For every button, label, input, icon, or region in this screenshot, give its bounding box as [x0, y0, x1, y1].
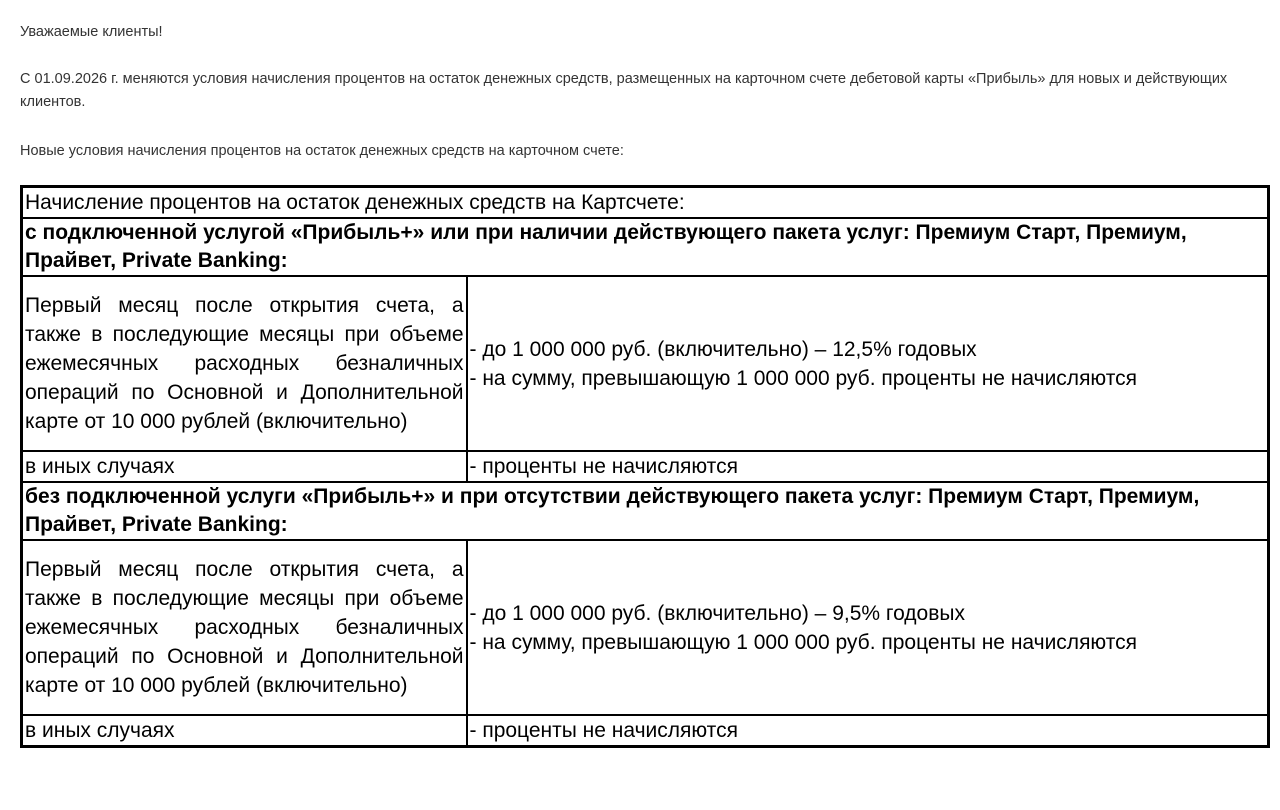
greeting-text: Уважаемые клиенты! [20, 24, 163, 40]
section-title-without-service: без подключенной услуги «Прибыль+» и при отсутствии действующего пакета услуг: Премиум Старт, Премиум, Прайвет, Private Banking: [22, 482, 1269, 540]
section-title-row [22, 218, 1269, 276]
table-header-cell: Начисление процентов на остаток денежных средств на Картсчете: [22, 187, 1269, 219]
interest-conditions-table [20, 185, 1270, 748]
table-row [22, 276, 1269, 451]
notice-text: С 01.09.2026 г. меняются условия начисления процентов на остаток денежных средств, размещенных на карточном счете дебетовой карты «Прибыль» для новых и действующих клиентов. [20, 71, 1228, 110]
condition-cell: Первый месяц после открытия счета, а также в последующие месяцы при объеме ежемесячных расходных безналичных операций по Основной и Дополнительной карте от 10 000 рублей (включительно) [22, 276, 467, 451]
terms-line-rate: - до 1 000 000 руб. (включительно) – 9,5% годовых [469, 601, 965, 625]
section-title-with-service: с подключенной услугой «Прибыль+» или при наличии действующего пакета услуг: Премиум Старт, Премиум, Прайвет, Private Banking: [22, 218, 1269, 276]
other-cases-terms-cell: - проценты не начисляются [467, 451, 1269, 482]
terms-cell [467, 540, 1269, 715]
other-cases-cell: в иных случаях [22, 451, 467, 482]
terms-line-excess: - на сумму, превышающую 1 000 000 руб. проценты не начисляются [469, 366, 1137, 390]
other-cases-cell: в иных случаях [22, 715, 467, 747]
condition-cell: Первый месяц после открытия счета, а также в последующие месяцы при объеме ежемесячных расходных безналичных операций по Основной и Дополнительной карте от 10 000 рублей (включительно) [22, 540, 467, 715]
section-title-row [22, 482, 1269, 540]
other-cases-terms-cell: - проценты не начисляются [467, 715, 1269, 747]
terms-line-rate: - до 1 000 000 руб. (включительно) – 12,5% годовых [469, 337, 977, 361]
terms-cell [467, 276, 1269, 451]
terms-line-excess: - на сумму, превышающую 1 000 000 руб. проценты не начисляются [469, 630, 1137, 654]
lead-text: Новые условия начисления процентов на остаток денежных средств на карточном счете: [20, 143, 624, 159]
table-header-row [22, 187, 1269, 219]
table-row [22, 540, 1269, 715]
table-row [22, 715, 1269, 747]
table-row [22, 451, 1269, 482]
